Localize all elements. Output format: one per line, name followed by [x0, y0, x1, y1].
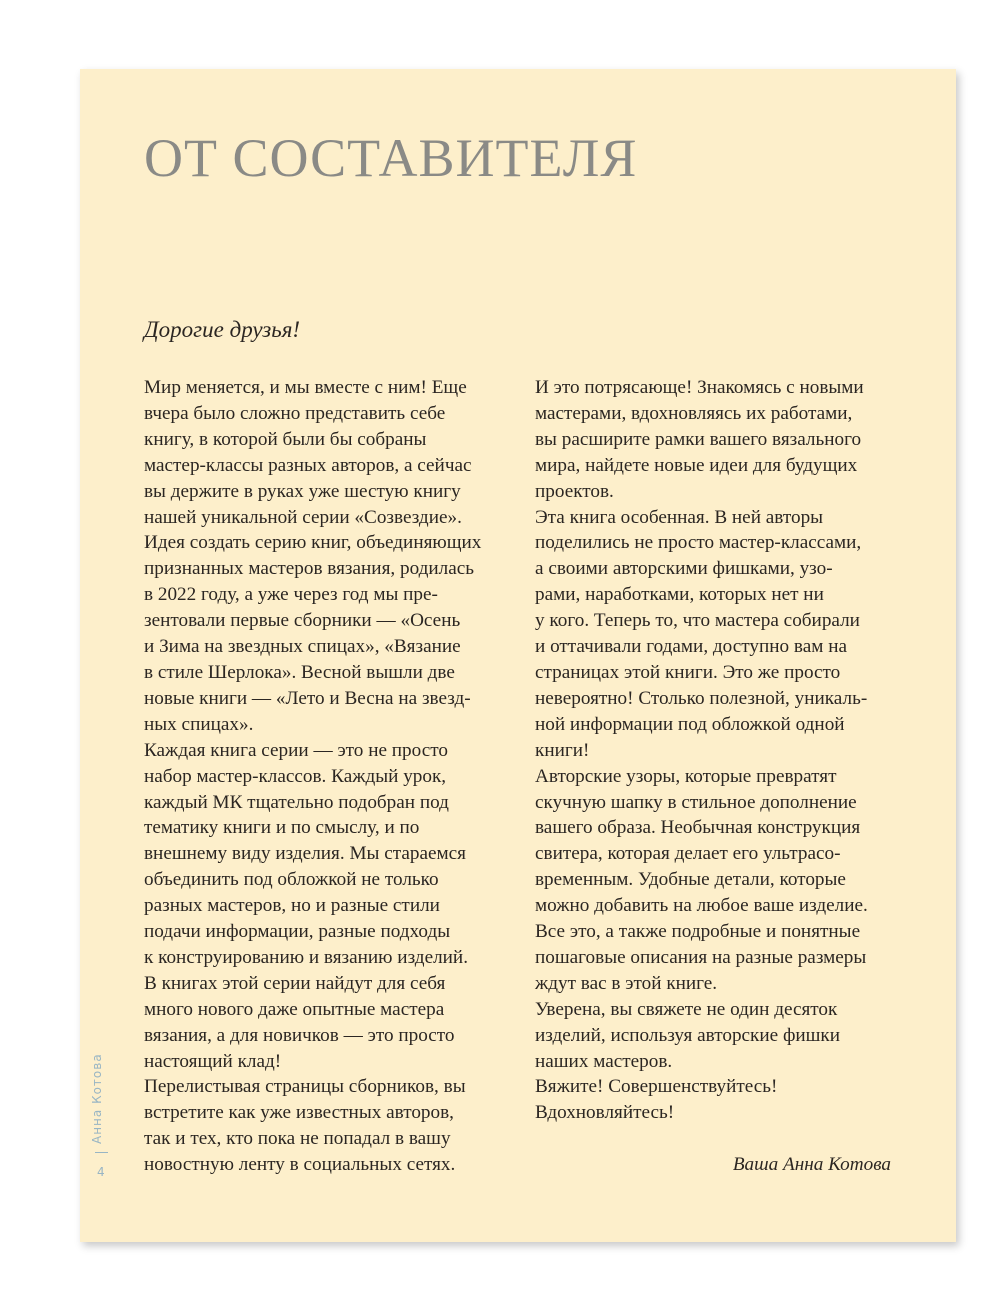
text-line: свитера, которая делает его ультрасо-	[535, 843, 841, 865]
text-line: И это потрясающе! Знакомясь с новыми	[535, 377, 864, 398]
text-line: страницах этой книги. Это же просто	[535, 661, 841, 683]
text-line: к конструированию и вязанию изделий.	[144, 946, 468, 968]
text-line: вчера было сложно представить себе	[144, 402, 446, 424]
page-number: 4	[97, 1165, 105, 1179]
text-line: Вяжите! Совершенствуйтесь!	[535, 1076, 778, 1098]
text-line: новые книги — «Лето и Весна на звезд-	[144, 687, 471, 709]
left-text-column	[144, 375, 516, 1178]
text-line: новостную ленту в социальных сетях.	[144, 1154, 456, 1176]
text-line: вязания, а для новичков — это просто	[144, 1024, 455, 1046]
signature: Ваша Анна Котова	[732, 1154, 891, 1175]
text-line: в стиле Шерлока». Весной вышли две	[144, 661, 455, 683]
text-line: и Зима на звездных спицах», «Вязание	[144, 636, 461, 658]
text-line: наших мастеров.	[535, 1050, 673, 1072]
text-line: вашего образа. Необычная конструкция	[535, 817, 861, 839]
text-line: вы держите в руках уже шестую книгу	[144, 480, 461, 502]
text-line: вы расширите рамки вашего вязального	[535, 428, 862, 450]
text-line: в 2022 году, а уже через год мы пре-	[144, 584, 438, 606]
text-line: встретите как уже известных авторов,	[144, 1102, 454, 1124]
book-page	[80, 69, 956, 1242]
text-line: настоящий клад!	[144, 1050, 282, 1072]
text-line: изделий, используя авторские фишки	[535, 1024, 841, 1046]
text-line: много нового даже опытные мастера	[144, 998, 445, 1020]
text-line: и оттачивали годами, доступно вам на	[535, 636, 847, 658]
text-line: невероятно! Столько полезной, уникаль-	[535, 687, 868, 709]
text-line: ждут вас в этой книге.	[535, 972, 718, 994]
page-title: ОТ СОСТАВИТЕЛЯ	[144, 128, 638, 188]
text-line: Мир меняется, и мы вместе с ним! Еще	[144, 377, 467, 398]
right-text-column	[535, 375, 907, 1126]
text-line: книги!	[535, 739, 590, 761]
text-line: Идея создать серию книг, объединяющих	[144, 532, 482, 554]
text-line: у кого. Теперь то, что мастера собирали	[535, 610, 860, 632]
text-line: а своими авторскими фишками, узо-	[535, 558, 833, 580]
text-line: Эта книга особенная. В ней авторы	[535, 506, 824, 528]
side-divider	[95, 1152, 108, 1153]
text-line: Вдохновляйтесь!	[535, 1102, 675, 1124]
text-line: подачи информации, разные подходы	[144, 921, 451, 943]
text-line: Перелистывая страницы сборников, вы	[144, 1076, 466, 1098]
text-line: Каждая книга серии — это не просто	[144, 739, 448, 761]
text-line: проектов.	[535, 480, 614, 502]
text-line: так и тех, кто пока не попадал в вашу	[144, 1128, 451, 1150]
text-line: пошаговые описания на разные размеры	[535, 946, 867, 968]
text-line: мира, найдете новые идеи для будущих	[535, 454, 858, 476]
text-line: объединить под обложкой не только	[144, 869, 439, 891]
text-line: признанных мастеров вязания, родилась	[144, 558, 475, 580]
text-line: скучную шапку в стильное дополнение	[535, 791, 857, 813]
text-line: В книгах этой серии найдут для себя	[144, 972, 446, 994]
text-line: поделились не просто мастер-классами,	[535, 532, 862, 554]
greeting: Дорогие друзья!	[144, 317, 301, 342]
text-line: тематику книги и по смыслу, и по	[144, 817, 420, 839]
side-author-name: Анна Котова	[90, 1053, 104, 1144]
text-line: набор мастер-классов. Каждый урок,	[144, 765, 447, 787]
text-line: ной информации под обложкой одной	[535, 713, 845, 735]
text-line: книгу, в которой были бы собраны	[144, 428, 427, 450]
text-line: Все это, а также подробные и понятные	[535, 921, 861, 943]
text-line: нашей уникальной серии «Созвездие».	[144, 506, 462, 528]
text-line: зентовали первые сборники — «Осень	[144, 610, 461, 632]
text-line: Авторские узоры, которые превратят	[535, 765, 837, 787]
text-line: временным. Удобные детали, которые	[535, 869, 846, 891]
text-line: внешнему виду изделия. Мы стараемся	[144, 843, 466, 865]
text-line: ных спицах».	[144, 713, 254, 735]
text-line: Уверена, вы свяжете не один десяток	[535, 998, 838, 1020]
text-line: каждый МК тщательно подобран под	[144, 791, 449, 813]
text-line: разных мастеров, но и разные стили	[144, 895, 440, 917]
text-line: рами, наработками, которых нет ни	[535, 584, 824, 606]
text-line: можно добавить на любое ваше изделие.	[535, 895, 868, 917]
text-line: мастер-классы разных авторов, а сейчас	[144, 454, 472, 476]
text-line: мастерами, вдохновляясь их работами,	[535, 402, 853, 424]
